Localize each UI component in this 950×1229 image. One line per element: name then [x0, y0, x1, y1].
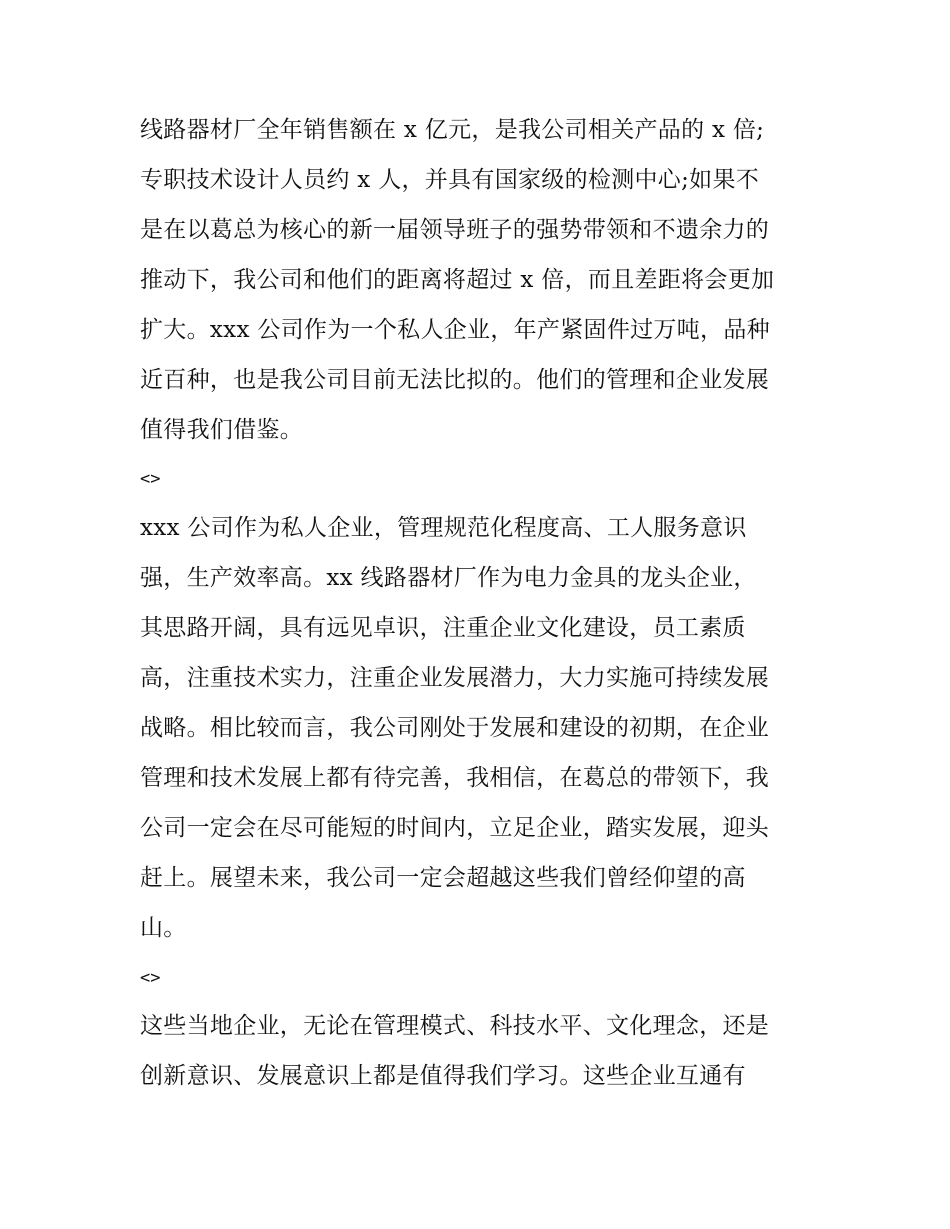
text-line: 强，生产效率高。xx 线路器材厂作为电力金具的龙头企业， [140, 565, 757, 591]
text-line: 是在以葛总为核心的新一届领导班子的强势带领和不遗余力的 [140, 217, 770, 243]
text-line: 战略。相比较而言，我公司刚处于发展和建设的初期，在企业 [140, 715, 770, 741]
text-line: 创新意识、发展意识上都是值得我们学习。这些企业互通有 [140, 1063, 746, 1089]
text-line: 近百种，也是我公司目前无法比拟的。他们的管理和企业发展 [140, 367, 770, 393]
text-line: 这些当地企业，无论在管理模式、科技水平、文化理念，还是 [140, 1013, 770, 1039]
section-separator: <> [140, 469, 161, 489]
text-line: 山。 [140, 915, 187, 941]
text-line: 值得我们借鉴。 [140, 417, 304, 443]
text-line: 高，注重技术实力，注重企业发展潜力，大力实施可持续发展 [140, 665, 770, 691]
text-line: 管理和技术发展上都有待完善，我相信，在葛总的带领下，我 [140, 765, 770, 791]
text-line: 线路器材厂全年销售额在 x 亿元，是我公司相关产品的 x 倍; [140, 117, 765, 143]
text-line: 扩大。xxx 公司作为一个私人企业，年产紧固件过万吨，品种 [140, 317, 770, 343]
text-line: 其思路开阔，具有远见卓识，注重企业文化建设，员工素质 [140, 615, 746, 641]
text-line: 赶上。展望未来，我公司一定会超越这些我们曾经仰望的高 [140, 865, 746, 891]
text-line: 公司一定会在尽可能短的时间内，立足企业，踏实发展，迎头 [140, 815, 770, 841]
text-line: xxx 公司作为私人企业，管理规范化程度高、工人服务意识 [140, 515, 747, 541]
section-separator: <> [140, 968, 161, 988]
text-line: 专职技术设计人员约 x 人，并具有国家级的检测中心;如果不 [140, 167, 760, 193]
text-line: 推动下，我公司和他们的距离将超过 x 倍，而且差距将会更加 [140, 267, 775, 293]
